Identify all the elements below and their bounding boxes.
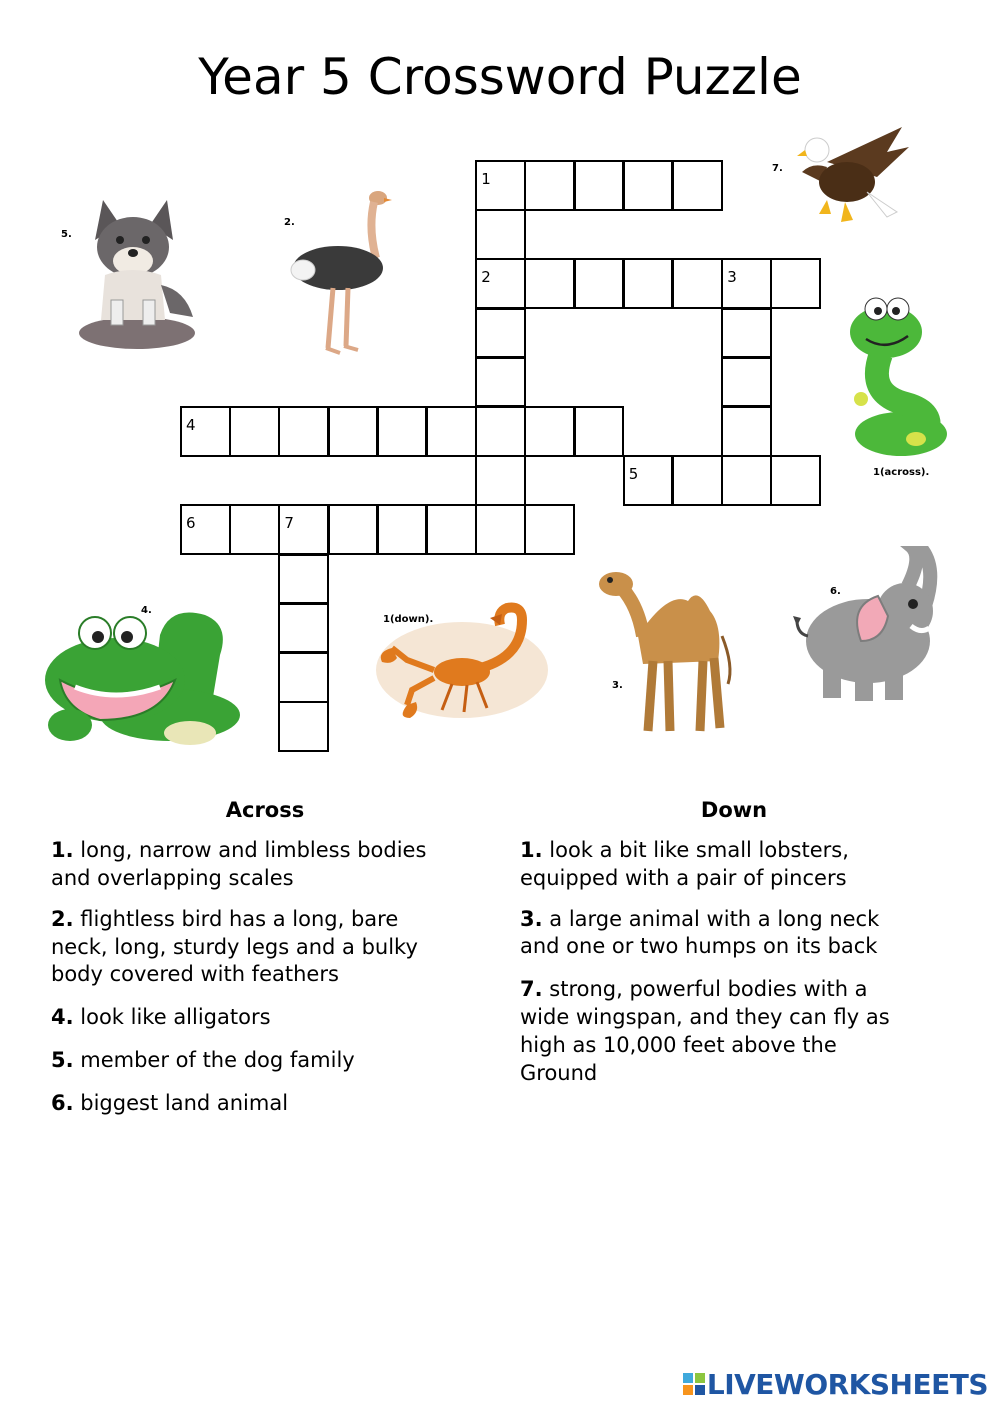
crocodile-label: 4.	[141, 605, 152, 616]
down-clue-line	[520, 864, 847, 892]
crossword-cell[interactable]	[278, 701, 329, 752]
clue-text: member of the dog family	[73, 1048, 355, 1072]
down-clue-line	[520, 932, 877, 960]
clue-number: 5	[628, 465, 639, 484]
clue-num: 5.	[51, 1048, 74, 1072]
crossword-cell[interactable]	[574, 406, 625, 457]
snake-picture	[846, 294, 950, 459]
down-clue-line	[520, 1059, 597, 1087]
clue-number: 6	[186, 514, 196, 533]
clue-text: biggest land animal	[73, 1091, 289, 1115]
crossword-cell[interactable]	[278, 406, 329, 457]
crossword-cell[interactable]	[623, 455, 674, 506]
crossword-cell[interactable]	[278, 554, 329, 605]
crossword-cell[interactable]	[426, 406, 477, 457]
brand-logo	[683, 1368, 988, 1401]
camel-label: 3.	[612, 680, 623, 691]
crossword-cell[interactable]	[623, 258, 674, 309]
crossword-cell[interactable]	[180, 504, 231, 555]
clue-number: 2	[481, 268, 491, 287]
crossword-cell[interactable]	[672, 258, 723, 309]
crossword-cell[interactable]	[278, 652, 329, 703]
crossword-cell[interactable]	[377, 504, 428, 555]
ostrich-picture	[288, 188, 394, 360]
across-clue-line	[51, 1003, 271, 1031]
crocodile-picture	[40, 605, 245, 747]
crossword-cell[interactable]	[524, 258, 575, 309]
crossword-cell[interactable]	[180, 406, 231, 457]
camel-picture	[598, 566, 738, 738]
crossword-cell[interactable]	[475, 357, 526, 408]
clue-text: and overlapping scales	[51, 866, 294, 890]
across-clue-line	[51, 1046, 355, 1074]
elephant-picture	[793, 546, 945, 706]
across-clue-line	[51, 1089, 288, 1117]
crossword-cell[interactable]	[278, 504, 329, 555]
clue-text: Ground	[520, 1061, 598, 1085]
across-clue-line	[51, 905, 398, 933]
elephant-label: 6.	[830, 586, 841, 597]
across-clue-line	[51, 960, 339, 988]
crossword-cell[interactable]	[524, 160, 575, 211]
crossword-cell[interactable]	[475, 455, 526, 506]
crossword-cell[interactable]	[426, 504, 477, 555]
clue-text: flightless bird has a long, bare	[73, 907, 399, 931]
crossword-cell[interactable]	[475, 308, 526, 359]
clue-text: wide wingspan, and they can fly as	[520, 1005, 890, 1029]
crossword-cell[interactable]	[623, 160, 674, 211]
crossword-cell[interactable]	[574, 160, 625, 211]
crossword-cell[interactable]	[475, 160, 526, 211]
down-clue-line	[520, 836, 849, 864]
across-clue-line	[51, 933, 418, 961]
wolf-label: 5.	[61, 229, 72, 240]
across-heading: Across	[225, 798, 305, 822]
snake-label: 1(across).	[873, 467, 930, 478]
clue-text: equipped with a pair of pincers	[520, 866, 847, 890]
clue-number: 4	[186, 416, 196, 434]
clue-number: 3	[727, 268, 737, 287]
brand-name: LIVEWORKSHEETS	[706, 1368, 988, 1401]
clue-num: 4.	[51, 1005, 74, 1029]
crossword-cell[interactable]	[721, 406, 772, 457]
crossword-cell[interactable]	[721, 357, 772, 408]
down-heading: Down	[700, 798, 768, 822]
crossword-cell[interactable]	[672, 455, 723, 506]
clue-text: look a bit like small lobsters,	[542, 838, 849, 862]
liveworksheets-logo-icon	[683, 1373, 705, 1397]
eagle-label: 7.	[772, 163, 783, 174]
down-clue-line	[520, 1031, 837, 1059]
clue-text: strong, powerful bodies with a	[542, 977, 868, 1001]
crossword-cell[interactable]	[721, 308, 772, 359]
clue-text: neck, long, sturdy legs and a bulky	[51, 935, 418, 959]
clue-text: high as 10,000 feet above the	[520, 1033, 837, 1057]
down-clue-line	[520, 975, 868, 1003]
crossword-cell[interactable]	[229, 504, 280, 555]
clue-text: and one or two humps on its back	[520, 934, 878, 958]
clue-text: look like alligators	[73, 1005, 271, 1029]
crossword-cell[interactable]	[328, 504, 379, 555]
down-clue-line	[520, 1003, 890, 1031]
down-clue-line	[520, 905, 879, 933]
crossword-cell[interactable]	[770, 455, 821, 506]
ostrich-label: 2.	[284, 217, 295, 228]
crossword-cell[interactable]	[377, 406, 428, 457]
scorpion-label: 1(down).	[383, 614, 434, 625]
clue-num: 7.	[520, 977, 543, 1001]
crossword-cell[interactable]	[475, 406, 526, 457]
crossword-cell[interactable]	[721, 455, 772, 506]
across-clue-line	[51, 864, 294, 892]
wolf-picture	[75, 195, 200, 350]
crossword-cell[interactable]	[770, 258, 821, 309]
crossword-cell[interactable]	[574, 258, 625, 309]
crossword-cell[interactable]	[328, 406, 379, 457]
crossword-cell[interactable]	[229, 406, 280, 457]
clue-text: long, narrow and limbless bodies	[73, 838, 427, 862]
crossword-cell[interactable]	[672, 160, 723, 211]
across-clue-line	[51, 836, 426, 864]
crossword-cell[interactable]	[278, 603, 329, 654]
crossword-cell[interactable]	[475, 258, 526, 309]
clue-num: 3.	[520, 907, 543, 931]
crossword-cell[interactable]	[721, 258, 772, 309]
clue-text: a large animal with a long neck	[542, 907, 880, 931]
page-title: Year 5 Crossword Puzzle	[198, 48, 802, 106]
clue-number: 1	[481, 170, 491, 188]
clue-number: 7	[284, 514, 294, 533]
crossword-cell[interactable]	[475, 504, 526, 555]
clue-num: 2.	[51, 907, 74, 931]
clue-text: body covered with feathers	[51, 962, 339, 986]
eagle-picture	[797, 122, 913, 228]
crossword-cell[interactable]	[524, 406, 575, 457]
crossword-cell[interactable]	[524, 504, 575, 555]
clue-num: 1.	[51, 838, 74, 862]
clue-num: 1.	[520, 838, 543, 862]
crossword-cell[interactable]	[475, 209, 526, 260]
clue-num: 6.	[51, 1091, 74, 1115]
